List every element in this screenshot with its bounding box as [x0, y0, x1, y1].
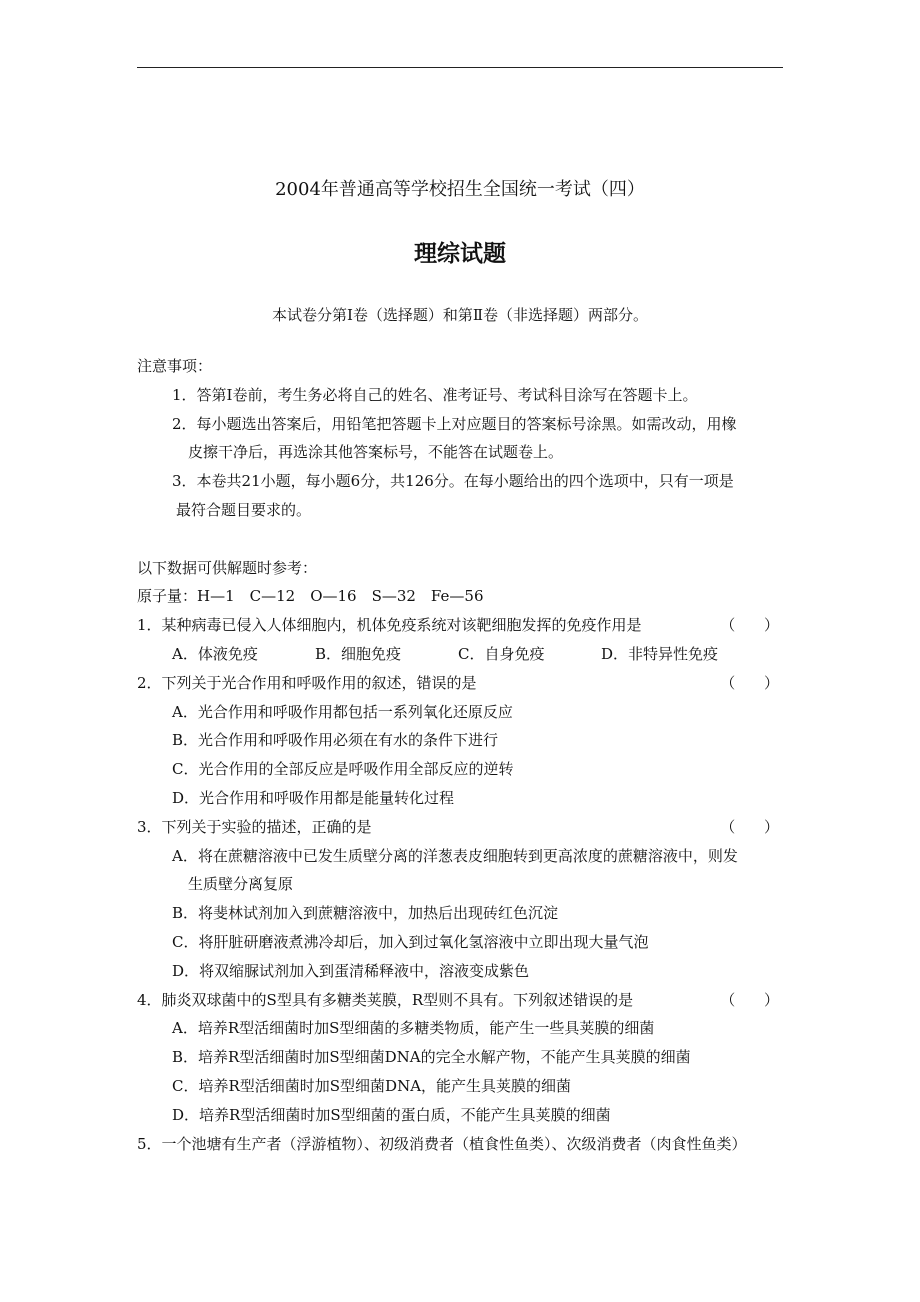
option: C．光合作用的全部反应是呼吸作用全部反应的逆转	[172, 760, 514, 779]
question-1-options	[137, 640, 783, 669]
note-item: 2．每小题选出答案后，用铅笔把答题卡上对应题目的答案标号涂黑。如需改动，用橡	[172, 414, 737, 433]
question-stem	[137, 986, 783, 1015]
question-1-stem: 1．某种病毒已侵入人体细胞内，机体免疫系统对该靶细胞发挥的免疫作用是	[137, 616, 642, 635]
option: B．光合作用和呼吸作用必须在有水的条件下进行	[172, 731, 499, 750]
note-item-continued: 皮擦干净后，再选涂其他答案标号，不能答在试题卷上。	[188, 443, 564, 462]
option: B．将斐林试剂加入到蔗糖溶液中，加热后出现砖红色沉淀	[172, 904, 559, 923]
question-2-stem: 2．下列关于光合作用和呼吸作用的叙述，错误的是	[137, 673, 477, 692]
option: D．培养R型活细菌时加S型细菌的蛋白质，不能产生具荚膜的细菌	[172, 1105, 611, 1124]
header-rule	[137, 67, 783, 68]
answer-paren: （ ）	[720, 673, 779, 692]
document-body	[137, 352, 783, 1158]
exam-intro: 本试卷分第Ⅰ卷（选择题）和第Ⅱ卷（非选择题）两部分。	[271, 306, 649, 324]
option: D．将双缩脲试剂加入到蛋清稀释液中，溶液变成紫色	[172, 961, 530, 980]
option: C．将肝脏研磨液煮沸冷却后，加入到过氧化氢溶液中立即出现大量气泡	[172, 932, 649, 951]
exam-subtitle: 理综试题	[414, 241, 506, 267]
option: A．光合作用和呼吸作用都包括一系列氧化还原反应	[172, 702, 513, 721]
question-5-stem: 5．一个池塘有生产者（浮游植物）、初级消费者（植食性鱼类）、次级消费者（肉食性鱼类）	[137, 1134, 747, 1153]
note-item: 1．答第Ⅰ卷前，考生务必将自己的姓名、准考证号、考试科目涂写在答题卡上。	[172, 385, 698, 404]
option: C．培养R型活细菌时加S型细菌DNA，能产生具荚膜的细菌	[172, 1076, 572, 1095]
option: C．自身免疫	[458, 644, 545, 663]
option: B．培养R型活细菌时加S型细菌DNA的完全水解产物，不能产生具荚膜的细菌	[172, 1048, 691, 1067]
question-3-stem: 3．下列关于实验的描述，正确的是	[137, 817, 372, 836]
reference-heading: 以下数据可供解题时参考：	[137, 558, 318, 577]
option-continued: 生质壁分离复原	[188, 875, 294, 894]
option: D．光合作用和呼吸作用都是能量转化过程	[172, 788, 455, 807]
note-item: 3．本卷共21小题，每小题6分，共126分。在每小题给出的四个选项中，只有一项是	[172, 472, 734, 491]
option: D．非特异性免疫	[601, 644, 719, 663]
atomic-mass: 原子量：H—1 C—12 O—16 S—32 Fe—56	[137, 587, 484, 606]
answer-paren: （ ）	[720, 616, 779, 635]
question-stem	[137, 669, 783, 698]
answer-paren: （ ）	[720, 817, 779, 836]
answer-paren: （ ）	[720, 990, 779, 1009]
option: B．细胞免疫	[315, 644, 402, 663]
option: A．将在蔗糖溶液中已发生质壁分离的洋葱表皮细胞转到更高浓度的蔗糖溶液中，则发	[172, 846, 738, 865]
question-4-stem: 4．肺炎双球菌中的S型具有多糖类荚膜，R型则不具有。下列叙述错误的是	[137, 990, 634, 1009]
notes-heading: 注意事项：	[137, 357, 213, 375]
question-stem	[137, 611, 783, 640]
question-stem	[137, 813, 783, 842]
option: A．培养R型活细菌时加S型细菌的多糖类物质，能产生一些具荚膜的细菌	[172, 1019, 655, 1038]
note-item-continued: 最符合题目要求的。	[176, 500, 312, 519]
exam-title: 2004年普通高等学校招生全国统一考试（四）	[275, 179, 645, 200]
option: A．体液免疫	[172, 644, 258, 663]
